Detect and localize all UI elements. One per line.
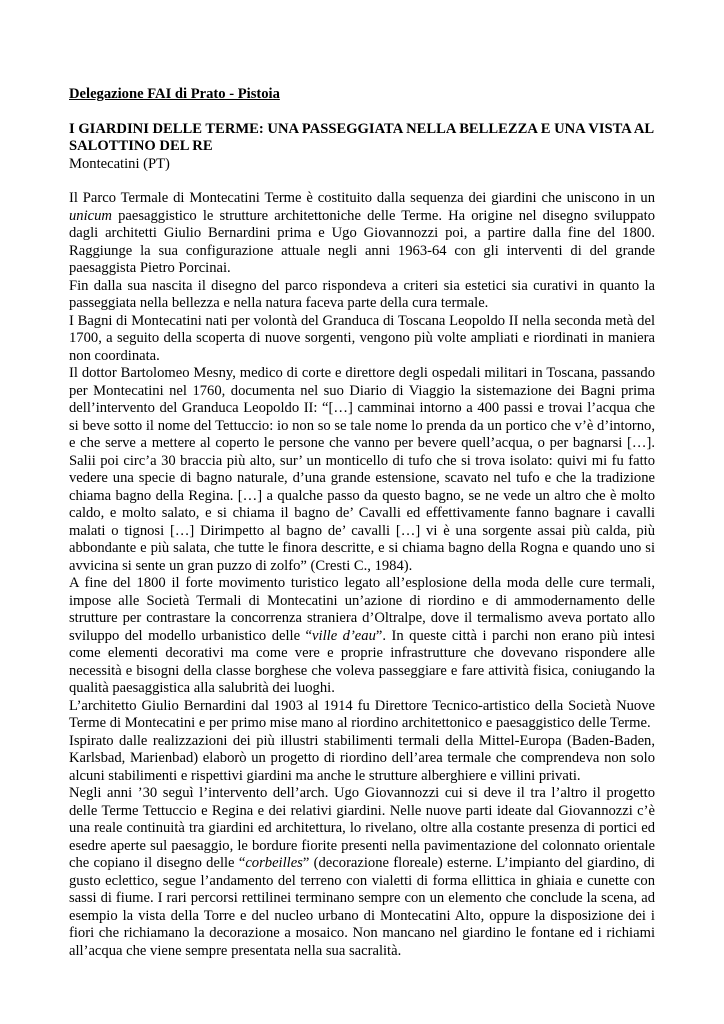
paragraph-mittel-europa: Ispirato dalle realizzazioni dei più illustri stabilimenti termali della Mittel-Europa (Baden-Baden, Karlsbad, Marienbad) elaborò un progetto di riordino dell’area termale che comprendeva non solo alcuni stabilimenti e rispettivi giardini ma anche le strutture alberghiere e villini privati. xyxy=(69,732,655,784)
paragraph-intro-text-a: Il Parco Termale di Montecatini Terme è costituito dalla sequenza dei giardini che uniscono in un xyxy=(69,190,655,206)
paragraph-origin: Fin dalla sua nascita il disegno del parco rispondeva a criteri sia estetici sia curativi in quanto la passeggiata nella bellezza e nella natura faceva parte della cura termale. xyxy=(69,277,655,311)
document-title: I GIARDINI DELLE TERME: UNA PASSEGGIATA NELLA BELLEZZA E UNA VISTA AL SALOTTINO DEL RE xyxy=(69,120,654,154)
paragraph-intro-text-b: paesaggistico le strutture architettoniche delle Terme. Ha origine nel disegno sviluppato dagli architetti Giulio Bernardini prima e Ugo Giovannozzi poi, a partire dalla fine del 1800. Raggiunge la sua configurazione attuale negli anni 1963-64 con gli interventi di del grande paesaggista Pietro Porcinai. xyxy=(69,207,655,276)
paragraph-mesny: Il dottor Bartolomeo Mesny, medico di corte e direttore degli ospedali militari in Toscana, passando per Montecatini nel 1760, documenta nel suo Diario di Viaggio la sistemazione dei Bagni prima dell’intervento del Granduca Leopoldo II: “[…] camminai intorno a 400 passi e trovai l’acqua che si beve sotto il nome del Tettuccio: io non so se tale nome lo prenda da un portico che v’è d’intorno, e che serve a mettere al coperto le persone che vanno per bevere quell’acqua, o per bagnarsi […]. Salii poi circ’a 30 braccia più alto, sur’ un monticello di tufo che si trova isolato: quivi mi fu fatto vedere una specie di bagno naturale, d’una grande estensione, scavato nel tufo e che la tradizione chiama bagno della Regina. […] a qualche passo da questo bagno, se ne vede un altro che è molto caldo, e molto salato, e si chiama il bagno de’ Cavalli ed effettivamente fanno bagnare i cavalli malati o tignosi […] Dirimpetto al bagno de’ cavalli […] vi è una sorgente assai più calda, più abbondante e più salata, che tutte le finora descritte, e si chiama bagno della Rogna e quando uno si avvicina si sente un gran puzzo di zolfo” (Cresti C., 1984). xyxy=(69,365,655,574)
paragraph-giovannozzi-text-b: ” (decorazione floreale) esterne. L’impianto del giardino, di gusto eclettico, segue l’andamento del terreno con vialetti di forma ellittica in ghiaia e cunette con sassi di fiume. I rari percorsi rettilinei terminano sempre con un elemento che conclude la scena, ad esempio la vista della Torre e del nucleo urbano di Montecatini Alto, oppure la disposizione dei i fiori che richiamano la decorazione a mosaico. Non mancano nel giardino le fontane ed i richiami all’acqua che viene sempre presentata nella sua sacralità. xyxy=(69,855,655,959)
paragraph-fine-1800-italic: ville d’eau xyxy=(312,627,376,644)
organization-heading: Delegazione FAI di Prato - Pistoia xyxy=(69,86,280,102)
paragraph-bernardini: L’architetto Giulio Bernardini dal 1903 al 1914 fu Direttore Tecnico-artistico della Società Nuove Terme di Montecatini e per primo mise mano al riordino architettonico e paesaggistico delle Terme. xyxy=(69,697,655,731)
paragraph-bagni: I Bagni di Montecatini nati per volontà del Granduca di Toscana Leopoldo II nella seconda metà del 1700, a seguito della scoperta di nuove sorgenti, vengono più volte ampliati e riordinati in maniera non coordinata. xyxy=(69,312,655,364)
location-subtitle: Montecatini (PT) xyxy=(69,155,170,172)
paragraph-fine-1800-text-b: ”. In queste città i parchi non erano più intesi come elementi decorativi ma come vere e proprie infrastrutture che dovevano rispondere alle necessità e bisogni della classe borghese che voleva passeggiare e fare attività fisica, coniugando la qualità paesaggistica alla salubrità dei luoghi. xyxy=(69,627,656,696)
paragraph-giovannozzi xyxy=(69,785,655,960)
paragraph-fine-1800-text-a: A fine del 1800 il forte movimento turistico legato all’esplosione della moda delle cure termali, impose alle Società Termali di Montecatini un’azione di riordino e di ammodernamento delle strutture per contrastare la concorrenza straniera d’Oltralpe, dove il termalismo aveva portato allo sviluppo del modello urbanistico delle “ xyxy=(69,575,655,644)
document-page xyxy=(69,86,655,960)
paragraph-giovannozzi-text-a: Negli anni ’30 seguì l’intervento dell’arch. Ugo Giovannozzi cui si deve il tra l’altro il progetto delle Terme Tettuccio e Regina e dei relativi giardini. Nelle nuove parti ideate dal Giovannozzi c’è una reale continuità tra giardini ed architettura, lo rivelano, oltre alla costante presenza di portici ed esedre aperte sul paesaggio, le bordure fiorite presenti nella pavimentazione del colonnato orientale che copiano il disegno delle “ xyxy=(69,785,655,871)
paragraph-intro-italic: unicum xyxy=(69,207,112,224)
paragraph-giovannozzi-italic: corbeilles xyxy=(245,855,303,871)
paragraph-fine-1800 xyxy=(69,575,655,698)
paragraph-intro xyxy=(69,190,655,278)
